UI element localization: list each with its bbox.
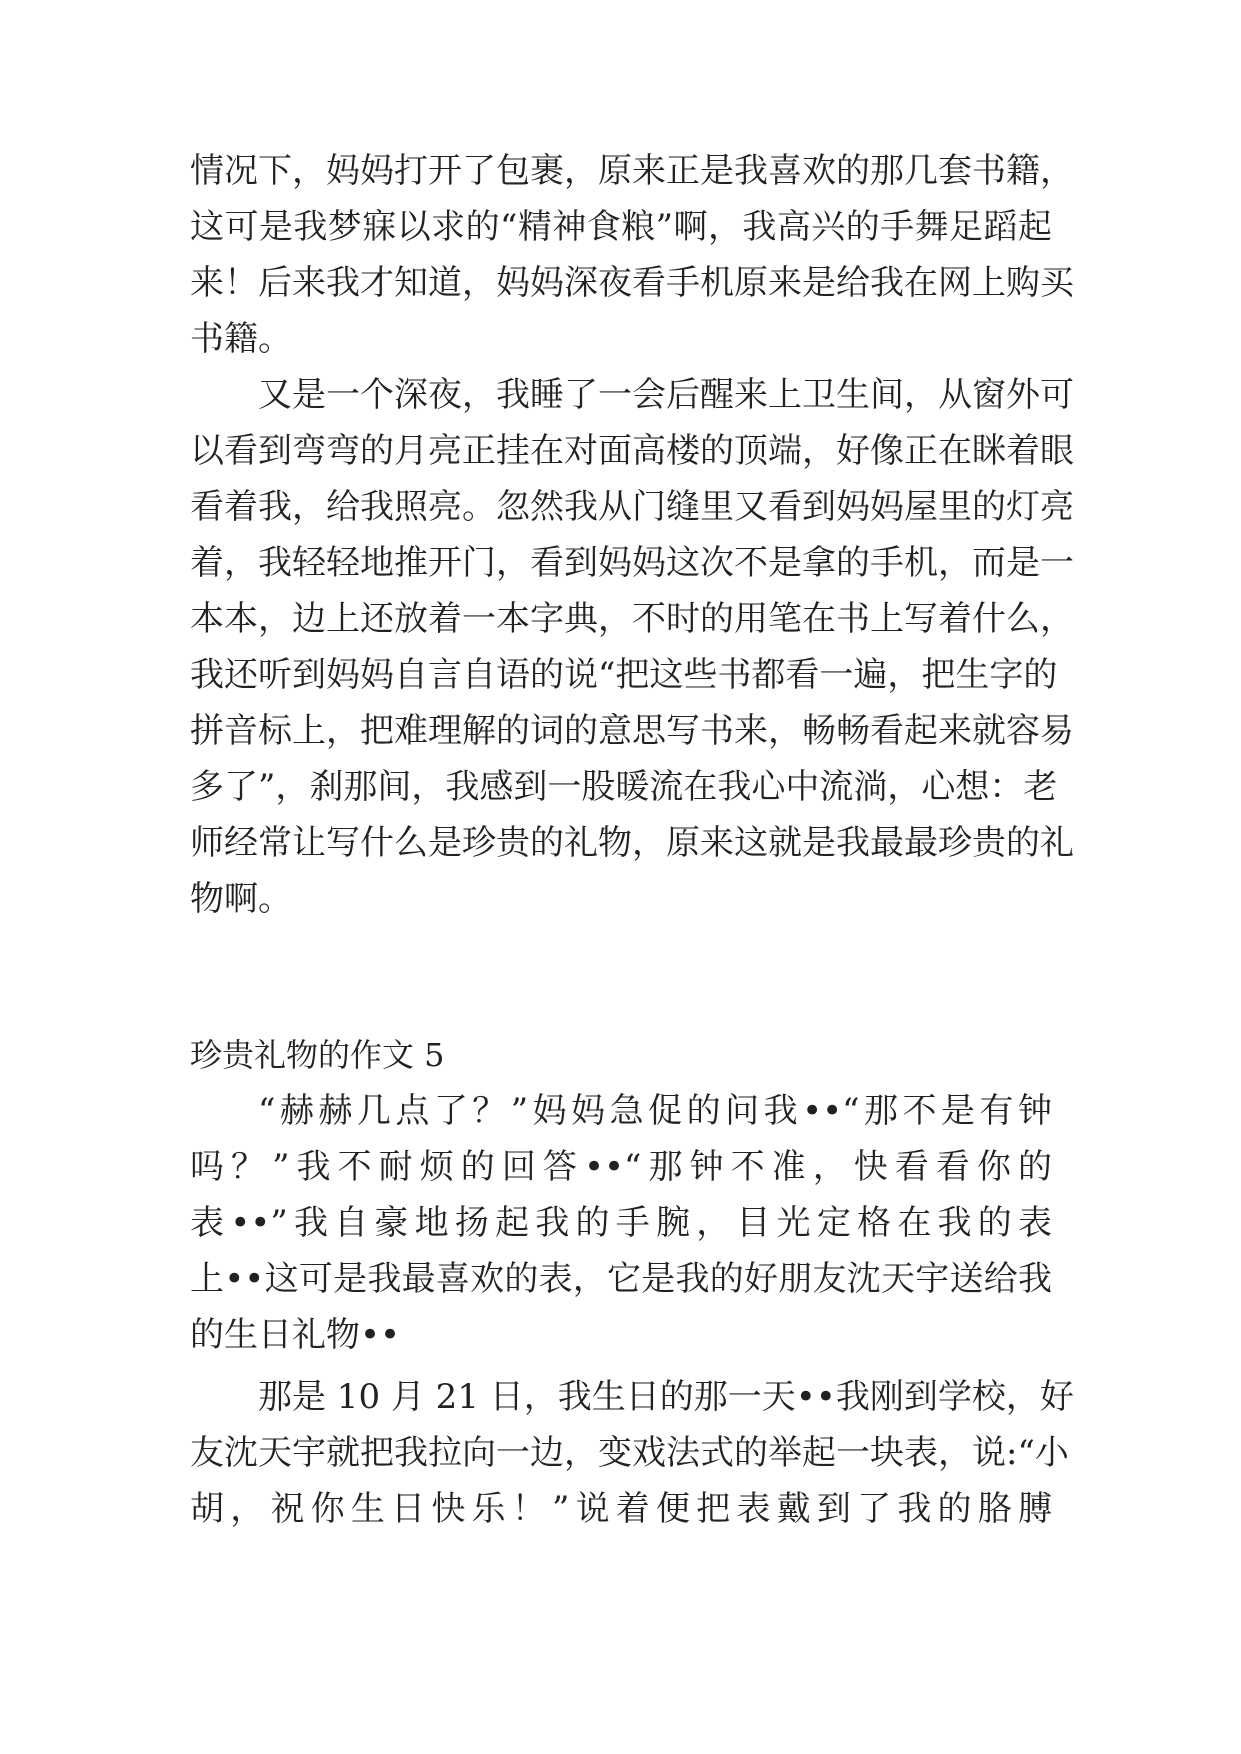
- paragraph-line: 又是一个深夜，我睡了一会后醒来上卫生间，从窗外可: [258, 375, 1074, 415]
- paragraph-line: 多了”，刹那间，我感到一股暖流在我心中流淌，心想：老: [190, 767, 1058, 807]
- paragraph-line: 情况下，妈妈打开了包裹，原来正是我喜欢的那几套书籍，: [190, 151, 1074, 191]
- paragraph-line: 师经常让写什么是珍贵的礼物，原来这就是我最最珍贵的礼: [190, 823, 1074, 863]
- paragraph-line: 的生日礼物••: [190, 1315, 401, 1355]
- paragraph-line: 胡，祝你生日快乐！”说着便把表戴到了我的胳膊: [190, 1489, 1052, 1529]
- paragraph-line: 看着我，给我照亮。忽然我从门缝里又看到妈妈屋里的灯亮: [190, 487, 1074, 527]
- paragraph-line: 友沈天宇就把我拉向一边，变戏法式的举起一块表，说:“小: [190, 1433, 1069, 1473]
- paragraph-line: 表••”我自豪地扬起我的手腕，目光定格在我的表: [190, 1203, 1052, 1243]
- paragraph-line: 书籍。: [190, 319, 292, 359]
- paragraph-line: 上••这可是我最喜欢的表，它是我的好朋友沈天宇送给我: [190, 1259, 1052, 1299]
- paragraph-line: 本本，边上还放着一本字典，不时的用笔在书上写着什么，: [190, 599, 1074, 639]
- section-title: 珍贵礼物的作文 5: [190, 1036, 445, 1074]
- paragraph-line: “赫赫几点了？”妈妈急促的问我••“那不是有钟: [258, 1091, 1052, 1131]
- paragraph-line: 着，我轻轻地推开门，看到妈妈这次不是拿的手机，而是一: [190, 543, 1074, 583]
- paragraph-line: 拼音标上，把难理解的词的意思写书来，畅畅看起来就容易: [190, 711, 1074, 751]
- paragraph-line: 那是 10 月 21 日，我生日的那一天••我刚到学校，好: [258, 1377, 1074, 1417]
- paragraph-line: 物啊。: [190, 879, 292, 919]
- paragraph-line: 这可是我梦寐以求的“精神食粮”啊，我高兴的手舞足蹈起: [190, 207, 1052, 247]
- paragraph-line: 以看到弯弯的月亮正挂在对面高楼的顶端，好像正在眯着眼: [190, 431, 1074, 471]
- paragraph-line: 吗？”我不耐烦的回答••“那钟不准，快看看你的: [190, 1147, 1052, 1187]
- paragraph-line: 来！后来我才知道，妈妈深夜看手机原来是给我在网上购买: [190, 263, 1074, 303]
- paragraph-line: 我还听到妈妈自言自语的说“把这些书都看一遍，把生字的: [190, 655, 1058, 695]
